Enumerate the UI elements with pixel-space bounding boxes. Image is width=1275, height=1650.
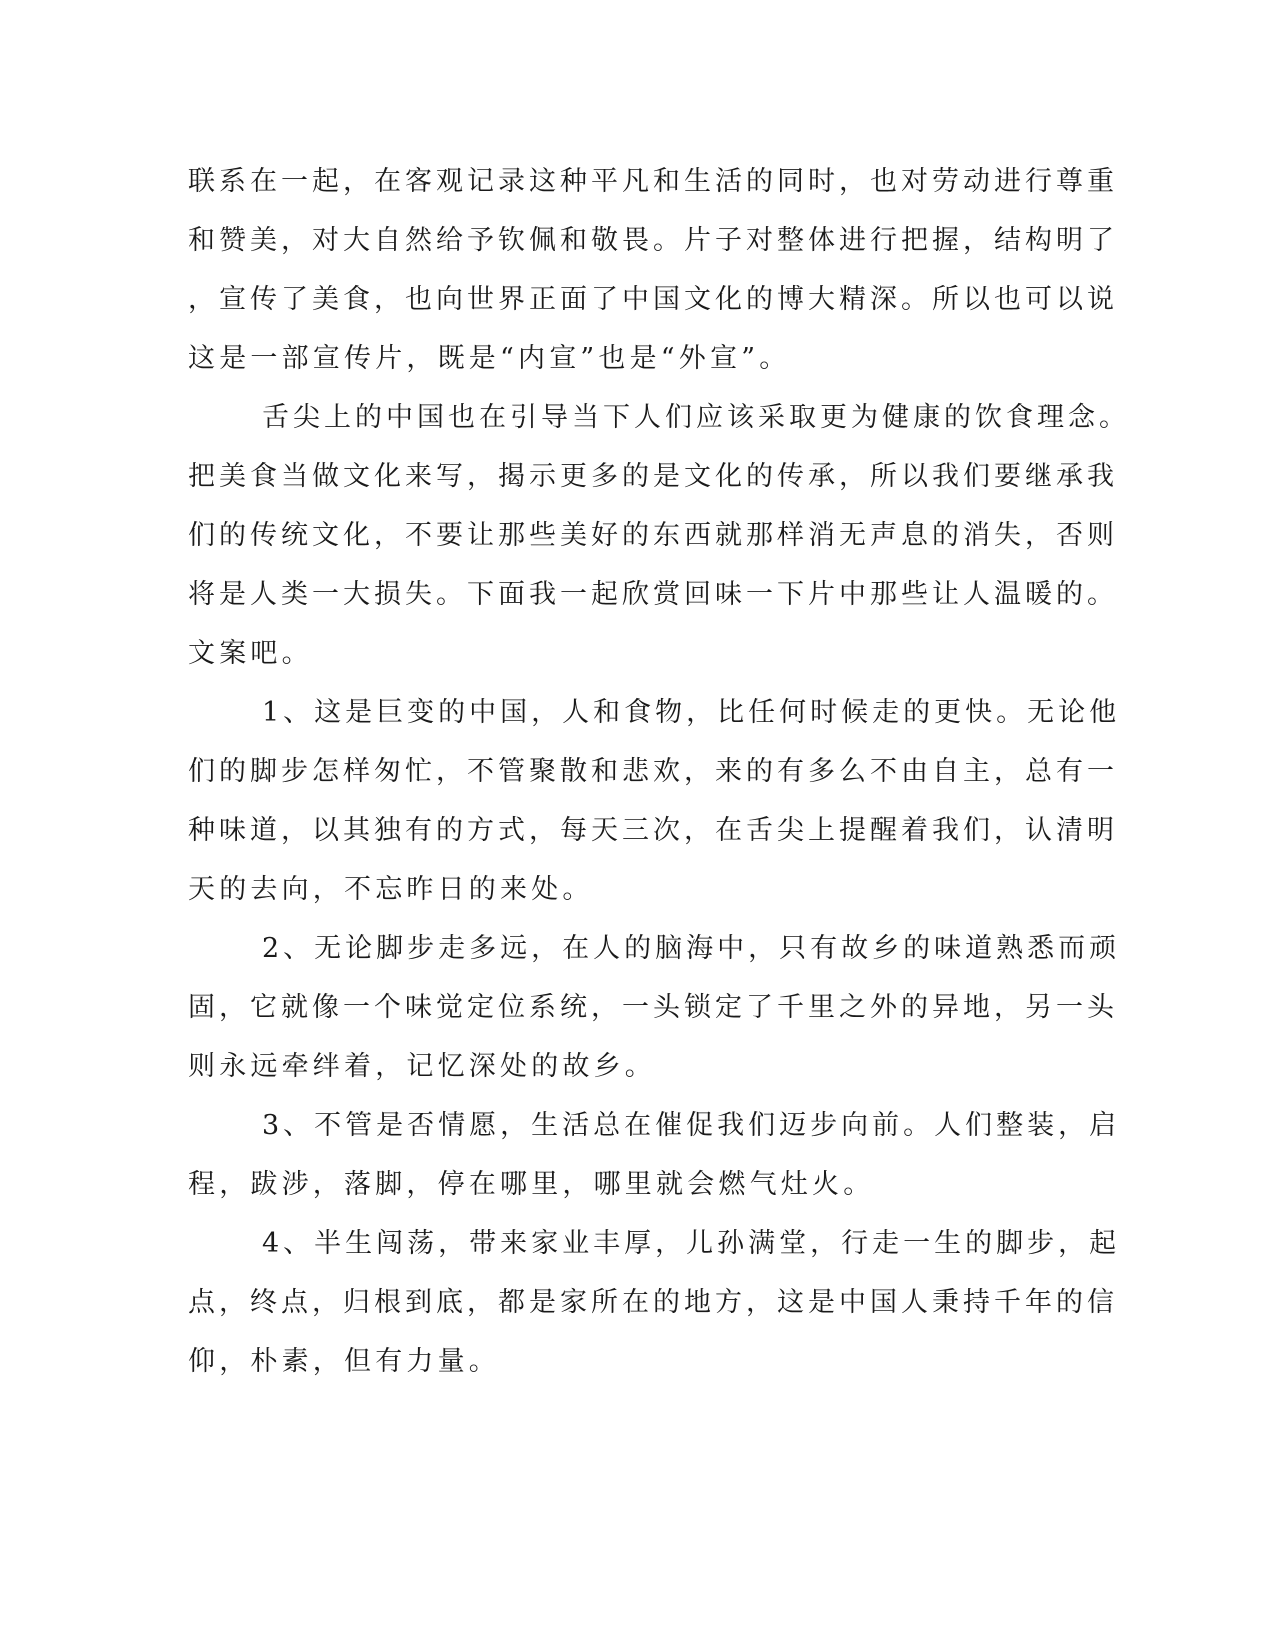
list-item-3-first-line: 3、不管是否情愿，生活总在催促我们迈步向前。人们整装，启 bbox=[262, 1110, 1121, 1141]
text-line: 则永远牵绊着，记忆深处的故乡。 bbox=[188, 1051, 656, 1082]
text-line: 联系在一起，在客观记录这种平凡和生活的同时，也对劳动进行尊重 bbox=[188, 166, 1118, 197]
text-line: 种味道，以其独有的方式，每天三次，在舌尖上提醒着我们，认清明 bbox=[188, 815, 1118, 846]
text-line: 文案吧。 bbox=[188, 638, 313, 669]
text-line: 们的脚步怎样匆忙，不管聚散和悲欢，来的有多么不由自主，总有一 bbox=[188, 756, 1118, 787]
text-line: 仰，朴素，但有力量。 bbox=[188, 1346, 500, 1377]
text-line: 们的传统文化，不要让那些美好的东西就那样消无声息的消失，否则 bbox=[188, 520, 1118, 551]
list-item-1-first-line: 1、这是巨变的中国，人和食物，比任何时候走的更快。无论他 bbox=[262, 697, 1121, 728]
list-item-2-first-line: 2、无论脚步走多远，在人的脑海中，只有故乡的味道熟悉而顽 bbox=[262, 933, 1121, 964]
text-line: ，宣传了美食，也向世界正面了中国文化的博大精深。所以也可以说 bbox=[188, 284, 1118, 315]
text-line: 这是一部宣传片，既是“内宣”也是“外宣”。 bbox=[188, 343, 791, 374]
text-line: 将是人类一大损失。下面我一起欣赏回味一下片中那些让人温暖的。 bbox=[188, 579, 1118, 610]
text-line: 和赞美，对大自然给予钦佩和敬畏。片子对整体进行把握，结构明了 bbox=[188, 225, 1118, 256]
paragraph-first-line: 舌尖上的中国也在引导当下人们应该采取更为健康的饮食理念。 bbox=[262, 402, 1130, 433]
list-item-4-first-line: 4、半生闯荡，带来家业丰厚，儿孙满堂，行走一生的脚步，起 bbox=[262, 1228, 1121, 1259]
text-line: 程，跋涉，落脚，停在哪里，哪里就会燃气灶火。 bbox=[188, 1169, 875, 1200]
text-line: 点，终点，归根到底，都是家所在的地方，这是中国人秉持千年的信 bbox=[188, 1287, 1118, 1318]
text-line: 固，它就像一个味觉定位系统，一头锁定了千里之外的异地，另一头 bbox=[188, 992, 1118, 1023]
text-line: 天的去向，不忘昨日的来处。 bbox=[188, 874, 594, 905]
text-line: 把美食当做文化来写，揭示更多的是文化的传承，所以我们要继承我 bbox=[188, 461, 1118, 492]
